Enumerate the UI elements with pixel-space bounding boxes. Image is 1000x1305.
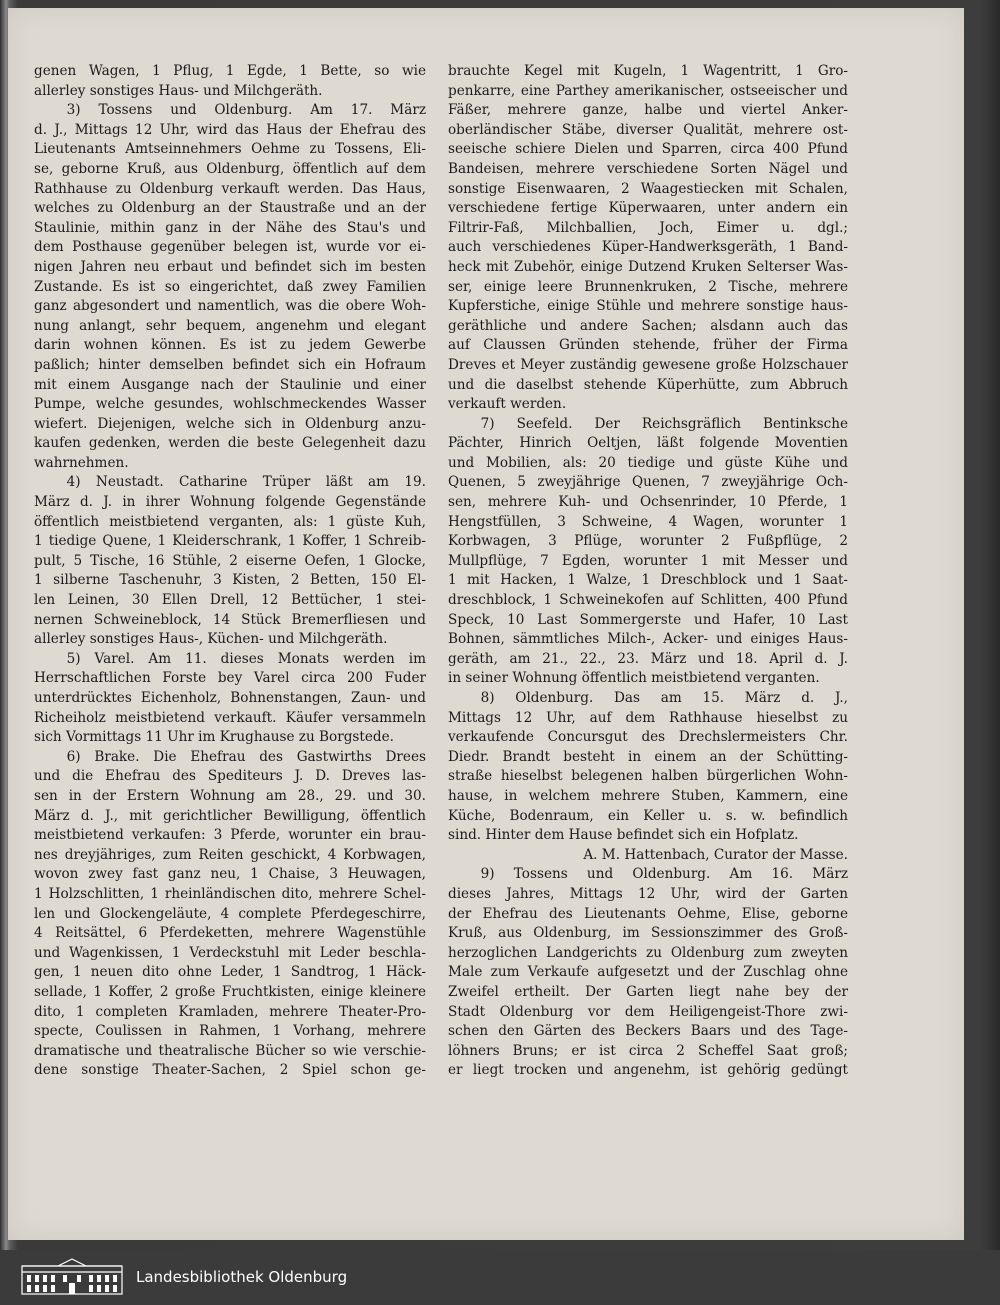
right-text-line: straße hieselbst belegenen halben bürgerlichen Wohn- xyxy=(448,768,848,785)
left-text-line: pult, 5 Tische, 16 Stühle, 2 eiserne Oefen, 1 Glocke, xyxy=(34,552,426,569)
left-text-line: len und Glockengeläute, 4 complete Pferdegeschirre, xyxy=(34,905,426,922)
left-text-line: kaufen gedenken, werden die beste Gelegenheit dazu xyxy=(34,435,426,452)
left-text-line: März d. J., mit gerichtlicher Bewilligung, öffentlich xyxy=(34,807,426,824)
left-text-line: Pumpe, welche gesundes, wohlschmeckendes Wasser xyxy=(34,396,426,413)
right-text-line: auch verschiedenes Küper-Handwerksgeräth, 1 Band- xyxy=(448,239,848,256)
left-text-line: 1 tiedige Quene, 1 Kleiderschrank, 1 Koffer, 1 Schreib- xyxy=(34,533,426,550)
right-text-line: oberländischer Stäbe, diverser Qualität, mehrere ost- xyxy=(448,121,848,138)
left-text-line: sich Vormittags 11 Uhr im Krughause zu Borgstede. xyxy=(34,729,394,746)
left-text-line: unterdrücktes Eichenholz, Bohnenstangen, Zaun- und xyxy=(34,690,426,706)
left-text-line: nernen Schweineblock, 14 Stück Bremerfliesen und xyxy=(34,611,426,628)
right-text-line: Stadt Oldenburg vor dem Heiligengeist-Thore zwi- xyxy=(448,1003,848,1020)
right-text-line: Korbwagen, 3 Pflüge, worunter 2 Fußpflüge, 2 xyxy=(448,533,848,550)
right-text-line: geräthliche und andere Sachen; alsdann auch das xyxy=(448,317,848,334)
left-text-line: Richeiholz meistbietend verkauft. Käufer versammeln xyxy=(34,709,426,726)
left-text-line: 3) Tossens und Oldenburg. Am 17. März xyxy=(66,102,426,119)
left-text-line: wovon zwey fast ganz neu, 1 Chaise, 3 Heuwagen, xyxy=(34,866,426,883)
right-text-line: auf Claussen Gründen stehende, früher der Firma xyxy=(448,337,848,354)
right-text-line: Mittags 12 Uhr, auf dem Rathhause hieselbst zu xyxy=(448,709,848,726)
right-text-line: Kruß, aus Oldenburg, im Sessionszimmer des Groß- xyxy=(448,925,848,942)
left-text-line: dramatische und theatralische Bücher so wie verschie- xyxy=(34,1042,426,1059)
right-text-line: 9) Tossens und Oldenburg. Am 16. März xyxy=(480,866,848,883)
right-text-line: Bandeisen, mehrere verschiedene Sorten Nägel und xyxy=(448,160,848,177)
left-text-line: Herrschaftlichen Forste bey Varel circa 200 Fuder xyxy=(34,670,426,687)
right-text-line: Hengstfüllen, 3 Schweine, 4 Wagen, worunter 1 xyxy=(448,513,848,530)
right-text-line: verschiedene fertige Küperwaaren, unter andern ein xyxy=(448,200,848,217)
right-text-line: Diedr. Brandt besteht in einem an der Schütting- xyxy=(448,748,848,765)
left-text-line: wahrnehmen. xyxy=(34,454,129,471)
left-text-column xyxy=(34,62,426,1081)
right-text-line: Mullpflüge, 7 Egden, worunter 1 mit Messer und xyxy=(448,552,848,569)
left-text-line: sen in der Erstern Wohnung am 28., 29. und 30. xyxy=(34,787,426,804)
right-text-line: ser, einige leere Brunnenkruken, 2 Tische, mehrere xyxy=(448,278,848,295)
right-text-line: und Mobilien, als: 20 tiedige und güste Kühe und xyxy=(448,454,848,471)
right-text-line: geräth, am 21., 22., 23. März und 18. April d. J. xyxy=(448,650,848,667)
right-text-line: Zweifel ertheilt. Der Garten liegt nahe bey der xyxy=(448,983,848,1000)
left-text-line: Staulinie, mithin ganz in der Nähe des Stau's und xyxy=(34,219,426,236)
left-text-line: sellade, 1 Koffer, 2 große Fruchtkisten, einige kleinere xyxy=(34,983,426,1000)
right-text-line: herzoglichen Landgerichts zu Oldenburg zum zweyten xyxy=(448,944,848,961)
right-text-line: löhners Bruns; er ist circa 2 Scheffel Saat groß; xyxy=(448,1042,848,1059)
left-text-line: genen Wagen, 1 Pflug, 1 Egde, 1 Bette, so wie xyxy=(34,63,426,79)
right-text-line: heck mit Zubehör, einige Dutzend Kruken Selterser Was- xyxy=(448,258,848,275)
footer-library-name: Landesbibliothek Oldenburg xyxy=(136,1268,348,1286)
right-text-line: sonstige Eisenwaaren, 2 Waagestiecken mit Schalen, xyxy=(448,180,848,197)
right-text-column xyxy=(448,62,848,1081)
left-text-line: dene sonstige Theater-Sachen, 2 Spiel schon ge- xyxy=(34,1062,426,1079)
left-text-line: wiefert. Diejenigen, welche sich in Oldenburg anzu- xyxy=(34,415,426,432)
left-text-line: specte, Coulissen in Rahmen, 1 Vorhang, mehrere xyxy=(34,1023,426,1040)
right-text-line: seeische schiere Dielen und Sparren, circa 400 Pfund xyxy=(448,141,848,158)
right-text-line: Speck, 10 Last Sommergerste und Hafer, 10 Last xyxy=(448,611,848,628)
left-text-line: se, geborne Kruß, aus Oldenburg, öffentlich auf dem xyxy=(34,160,426,177)
left-text-line: 4) Neustadt. Catharine Trüper läßt am 19. xyxy=(66,474,426,491)
right-text-line: Pächter, Hinrich Oeltjen, läßt folgende Moventien xyxy=(448,435,848,452)
library-building-logo xyxy=(18,1258,126,1296)
left-text-line: und die Ehefrau des Spediteurs J. D. Dreves las- xyxy=(34,768,426,785)
left-text-line: gen, 1 neuen dito ohne Leder, 1 Sandtrog, 1 Häck- xyxy=(34,964,426,981)
left-text-line: len Leinen, 30 Ellen Drell, 12 Bettücher, 1 stei- xyxy=(34,592,426,609)
right-text-line: Bohnen, sämmtliches Milch-, Acker- und einiges Haus- xyxy=(448,631,848,648)
right-text-line: 8) Oldenburg. Das am 15. März d. J., xyxy=(480,690,848,706)
left-text-line: und Wagenkissen, 1 Verdeckstuhl mit Leder beschla- xyxy=(34,944,426,961)
right-text-line: und die daselbst stehende Küperhütte, zum Abbruch xyxy=(448,376,848,393)
left-text-line: Rathhause zu Oldenburg verkauft werden. Das Haus, xyxy=(34,180,426,197)
left-text-line: nigen Jahren neu erbaut und befindet sich im besten xyxy=(34,258,426,275)
left-text-line: paßlich; hinter demselben befindet sich ein Hofraum xyxy=(34,356,426,373)
left-text-line: 1 silberne Taschenuhr, 3 Kisten, 2 Betten, 150 El- xyxy=(34,572,426,589)
left-text-line: darin wohnen können. Es ist zu jedem Gewerbe xyxy=(34,337,426,354)
right-text-line: 7) Seefeld. Der Reichsgräflich Bentinksche xyxy=(480,415,848,432)
left-text-line: März d. J. in ihrer Wohnung folgende Gegenstände xyxy=(34,494,426,511)
right-text-line: Male zum Verkaufe aufgesetzt und der Zuschlag ohne xyxy=(448,964,848,981)
right-text-line: er liegt trocken und angenehm, ist gehörig gedüngt xyxy=(448,1062,848,1079)
right-text-line: der Ehefrau des Lieutenants Oehme, Elise, geborne xyxy=(448,905,848,922)
right-text-line: Quenen, 5 zweyjährige Quenen, 7 zweyjährige Och- xyxy=(448,474,848,491)
right-text-line: penkarre, eine Parthey amerikanischer, ostseeischer und xyxy=(448,82,848,99)
left-text-line: 4 Reitsättel, 6 Pferdeketten, mehrere Wagenstühle xyxy=(34,925,426,942)
right-text-line: in seiner Wohnung öffentlich meistbietend verganten. xyxy=(448,670,820,687)
right-text-line: Fäßer, mehrere ganze, halbe und viertel Anker- xyxy=(448,102,848,119)
right-text-line: A. M. Hattenbach, Curator der Masse. xyxy=(583,846,848,863)
left-text-line: Zustande. Es ist so eingerichtet, daß zwey Familien xyxy=(34,278,426,295)
document-page xyxy=(8,8,964,1240)
left-text-line: nung anlangt, sehr bequem, angenehm und elegant xyxy=(34,317,426,334)
footer-bar xyxy=(0,1250,1000,1305)
left-text-line: allerley sonstiges Haus- und Milchgeräth. xyxy=(34,82,323,99)
left-text-line: dito, 1 completen Kramladen, mehrere Theater-Pro- xyxy=(34,1003,426,1020)
right-text-line: schen den Gärten des Beckers Baars und des Tage- xyxy=(448,1023,848,1040)
left-text-line: 1 Holzschlitten, 1 rheinländischen dito, mehrere Schel- xyxy=(34,885,426,902)
left-text-line: d. J., Mittags 12 Uhr, wird das Haus der Ehefrau des xyxy=(34,121,426,138)
right-text-line: hause, in welchem mehrere Stuben, Kammern, eine xyxy=(448,787,848,804)
left-text-line: dem Posthause gegenüber belegen ist, wurde vor ei- xyxy=(34,239,426,256)
right-text-line: 1 mit Hacken, 1 Walze, 1 Dreschblock und 1 Saat- xyxy=(448,572,848,589)
right-text-line: Dreves et Meyer zuständig gewesene große Holzschauer xyxy=(448,356,848,373)
left-text-line: allerley sonstiges Haus-, Küchen- und Milchgeräth. xyxy=(34,631,388,648)
right-text-line: Kupferstiche, einige Stühle und mehrere sonstige haus- xyxy=(448,298,848,315)
left-text-line: Lieutenants Amtseinnehmers Oehme zu Tossens, Eli- xyxy=(34,141,426,158)
right-text-line: verkauft werden. xyxy=(448,396,567,413)
left-text-line: 5) Varel. Am 11. dieses Monats werden im xyxy=(66,650,426,667)
right-text-line: dreschblock, 1 Schweinekofen auf Schlitten, 400 Pfund xyxy=(448,592,848,609)
left-text-line: welches zu Oldenburg an der Staustraße und an der xyxy=(34,200,426,217)
right-text-line: sind. Hinter dem Hause befindet sich ein Hofplatz. xyxy=(448,827,799,844)
left-text-line: mit einem Ausgange nach der Staulinie und einer xyxy=(34,376,426,393)
right-text-line: verkaufende Concursgut des Drechslermeisters Chr. xyxy=(448,729,848,746)
right-text-line: sen, mehrere Kuh- und Ochsenrinder, 10 Pferde, 1 xyxy=(448,494,848,511)
left-text-line: meistbietend verkaufen: 3 Pferde, worunter ein brau- xyxy=(34,827,426,844)
left-text-line: ganz abgesondert und namentlich, was die obere Woh- xyxy=(34,298,426,315)
right-text-line: Küche, Bodenraum, ein Keller u. s. w. befindlich xyxy=(448,807,848,824)
right-text-line: brauchte Kegel mit Kugeln, 1 Wagentritt, 1 Gro- xyxy=(448,63,848,79)
left-text-line: 6) Brake. Die Ehefrau des Gastwirths Drees xyxy=(66,748,426,765)
right-text-line: dieses Jahres, Mittags 12 Uhr, wird der Garten xyxy=(448,885,848,902)
left-text-line: nes dreyjähriges, zum Reiten geschickt, 4 Korbwagen, xyxy=(34,846,426,863)
left-text-line: öffentlich meistbietend verganten, als: 1 güste Kuh, xyxy=(34,513,426,530)
right-text-line: Filtrir-Faß, Milchballien, Joch, Eimer u. dgl.; xyxy=(448,219,848,236)
